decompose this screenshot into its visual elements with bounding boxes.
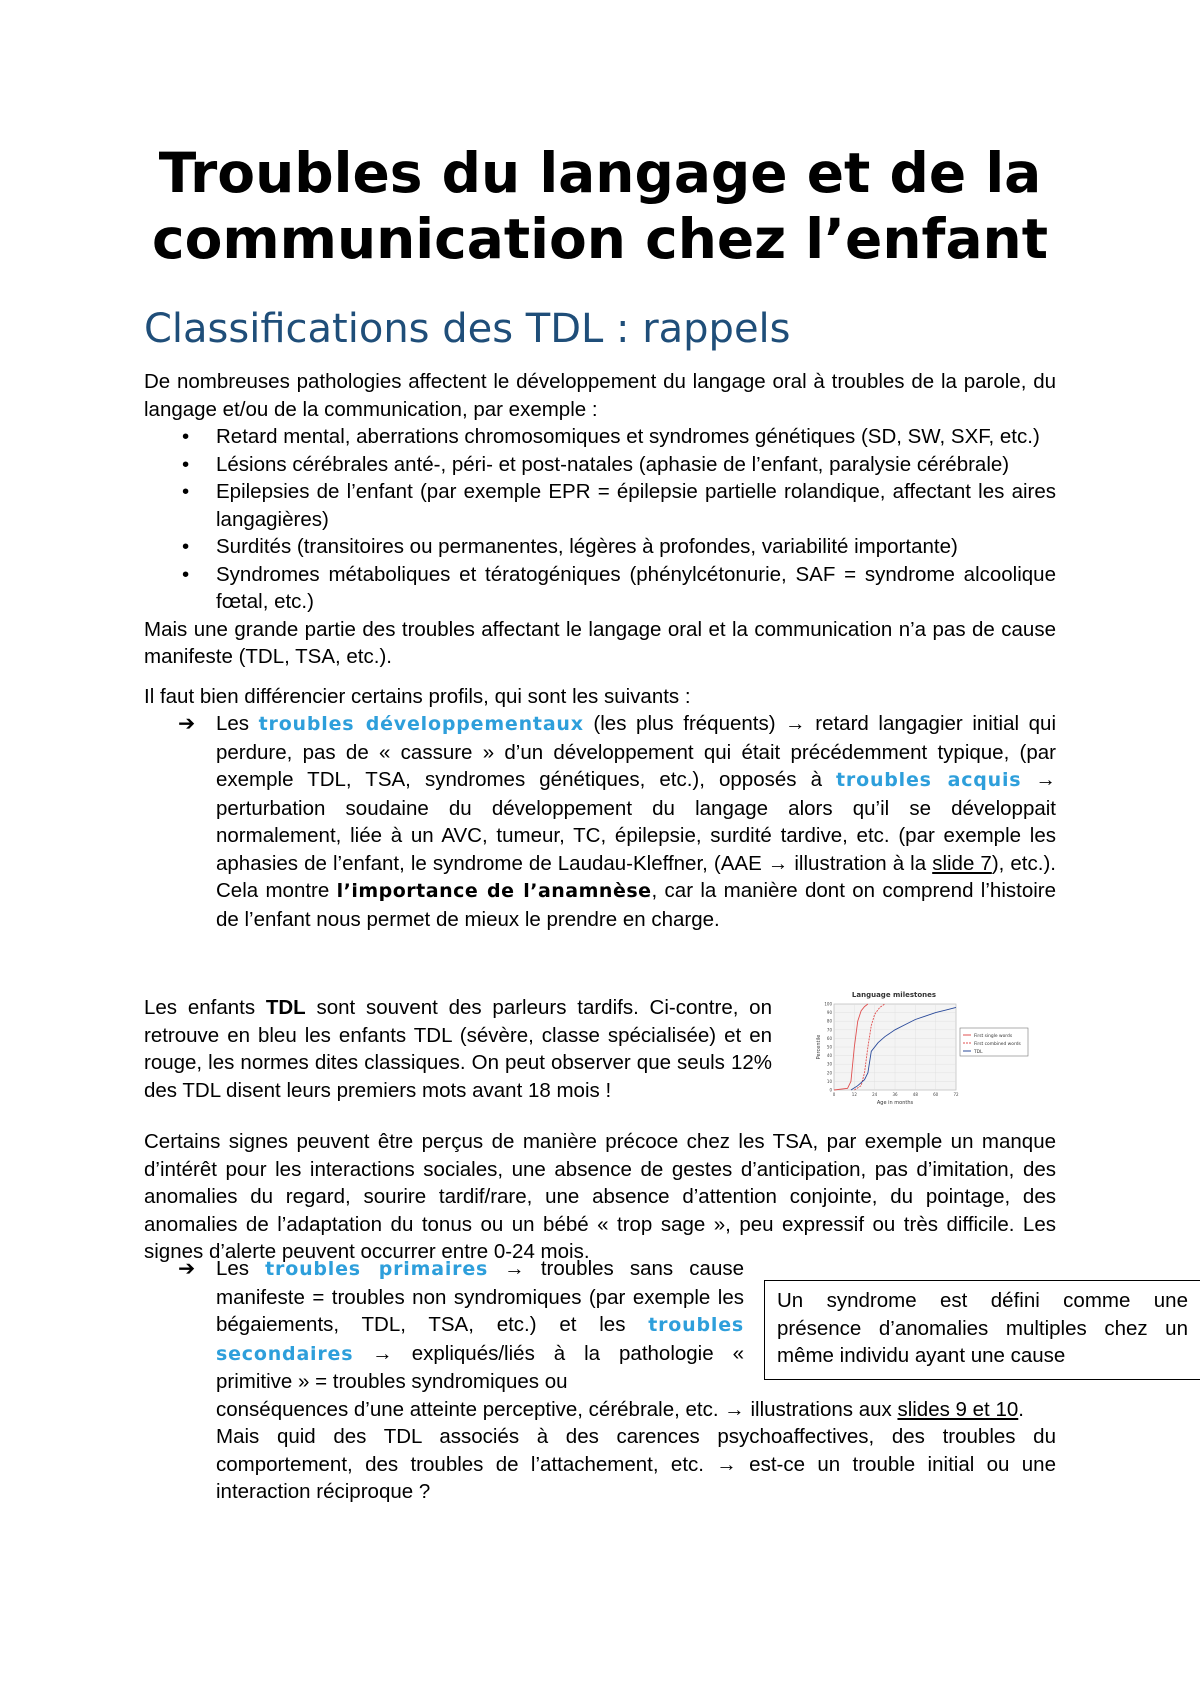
bold-anamnese: l’importance de l’anamnèse	[336, 880, 652, 902]
body-part-1	[144, 368, 1056, 933]
profiles-intro: Il faut bien différencier certains profils, qui sont les suivants :	[144, 684, 691, 708]
highlight-primary: troubles primaires	[265, 1258, 489, 1280]
text-run: , car la manière dont on comprend l’histoire de l’enfant nous permet de mieux le prendre en charge.	[216, 879, 1056, 931]
bullet-text: Syndromes métaboliques et tératogéniques (phénylcétonurie, SAF = syndrome alcoolique fœtal, etc.)	[216, 562, 1056, 613]
chart-y-axis-label: Percentile	[816, 1034, 822, 1060]
chart-legend	[960, 1028, 1028, 1056]
chart-y-tick-label: 100	[824, 1001, 832, 1007]
bullet-marker: •	[182, 535, 190, 558]
intro-paragraph: De nombreuses pathologies affectent le développement du langage oral à troubles de la parole, du langage et/ou de la communication, par exemple :	[144, 370, 1056, 421]
arrow-item-primary-wide	[216, 1396, 1056, 1424]
text-run: (les plus fréquents) → retard langagier initial qui perdure, pas de « cassure » d’un développement qui était précédemment typique, (par exemple TDL, TSA, syndromes génétiques, etc.), opposés à	[216, 712, 1056, 791]
chart-y-tick-label: 20	[826, 1070, 832, 1076]
highlight-developmental: troubles développementaux	[258, 713, 584, 735]
chart-x-tick-label: 60	[933, 1092, 939, 1097]
link-slides-9-10[interactable]: slides 9 et 10	[897, 1397, 1019, 1421]
arrow-item-developmental	[144, 710, 1056, 933]
final-paragraph: Mais quid des TDL associés à des carences psychoaffectives, des troubles du comportement, des troubles de l’attachement, etc. → est-ce un trouble initial ou une interaction réciproque ?	[216, 1425, 1056, 1503]
bullet-text: Retard mental, aberrations chromosomiques et syndromes génétiques (SD, SW, SXF, etc.)	[216, 425, 1040, 448]
text-run: → expliqués/liés à la pathologie « primitive » = troubles syndromiques ou	[216, 1341, 744, 1393]
arrow-right-icon: ➔	[178, 1256, 196, 1280]
chart-y-tick-label: 30	[826, 1061, 832, 1067]
chart-x-tick-label: 24	[872, 1092, 878, 1097]
section-heading: Classifications des TDL : rappels	[144, 306, 791, 352]
chart-x-tick-label: 36	[892, 1092, 898, 1097]
bold-tdl: TDL	[265, 996, 306, 1019]
bullet-item	[144, 478, 1056, 533]
chart-x-tick-label: 48	[912, 1092, 918, 1097]
text-run: .	[1018, 1397, 1024, 1421]
chart-x-tick-label: 0	[832, 1092, 836, 1097]
tdl-paragraph	[144, 994, 772, 1104]
title-line-1: Troubles du langage et de la	[158, 141, 1042, 205]
bullet-item	[144, 423, 1056, 451]
legend-label-first-combined-words: First combined words	[974, 1042, 1021, 1047]
text-run: conséquences d’une atteinte perceptive, cérébrale, etc. → illustrations aux	[216, 1397, 898, 1421]
bullet-text: Surdités (transitoires ou permanentes, légères à profondes, variabilité importante)	[216, 535, 958, 558]
bullet-text: Epilepsies de l’enfant (par exemple EPR = épilepsie partielle rolandique, affectant les aires langagières)	[216, 480, 1056, 531]
arrow-right-icon: ➔	[178, 711, 196, 735]
tsa-paragraph: Certains signes peuvent être perçus de manière précoce chez les TSA, par exemple un manque d’intérêt pour les interactions sociales, une absence de gestes d’anticipation, pas d’imitation, des anomalies du regard, sourire tardif/rare, une absence d’attention conjointe, du pointage, des anomalies de l’adaptation du tonus ou un bébé « trop sage », peu expressif ou très difficile. Les signes d’alerte peuvent occurrer entre 0-24 mois.	[144, 1130, 1056, 1263]
title-line-2: communication chez l’enfant	[151, 207, 1049, 271]
text-run: Les	[216, 712, 259, 735]
bullet-marker: •	[182, 480, 190, 503]
bullet-marker: •	[182, 452, 190, 476]
legend-label-tdl: TDL	[974, 1050, 983, 1055]
text-run: → troubles sans cause manifeste = troubles non syndromiques (par exemple les bégaiements, TDL, TSA, etc.) et les	[216, 1257, 744, 1336]
body-part-2	[144, 1128, 1056, 1266]
text-run: Les	[216, 1257, 266, 1280]
chart-x-tick-label: 12	[851, 1092, 857, 1097]
highlight-acquired: troubles acquis	[836, 769, 1022, 791]
syndrome-definition-box: Un syndrome est défini comme une présence d’anomalies multiples chez un même individu ayant une cause	[764, 1280, 1200, 1380]
chart-y-tick-label: 70	[826, 1027, 832, 1033]
chart-x-ticks	[833, 1092, 959, 1097]
highlight-secondary: troubles secondaires	[216, 1314, 744, 1365]
chart-y-ticks	[824, 1002, 832, 1093]
bullet-text: Lésions cérébrales anté-, péri- et post-natales (aphasie de l’enfant, paralysie cérébrale)	[216, 452, 1010, 476]
text-run: → perturbation soudaine du développement du langage alors qu’il se développait normalement, liée à un AVC, tumeur, TC, épilepsie, surdité tardive, etc. (par exemple les aphasies de l’enfant, le syndrome de Laudau-Kleffner, (AAE → illustration à la	[216, 768, 1056, 875]
chart-y-tick-label: 80	[826, 1018, 832, 1024]
chart-x-axis-label: Age in months	[876, 1100, 914, 1106]
link-slide-7[interactable]: slide 7	[932, 851, 992, 875]
bullet-marker: •	[182, 562, 190, 586]
chart-y-tick-label: 10	[826, 1078, 832, 1084]
bullet-item	[144, 533, 1056, 561]
arrow-item-primary-narrow	[216, 1255, 744, 1396]
chart-y-tick-label: 50	[826, 1044, 832, 1050]
legend-label-first-single-words: First single words	[974, 1034, 1013, 1039]
chart-title: Language milestones	[851, 991, 937, 999]
after-bullets-paragraph: Mais une grande partie des troubles affectant le langage oral et la communication n’a pas de cause manifeste (TDL, TSA, etc.).	[144, 617, 1056, 668]
chart-y-tick-label: 0	[829, 1087, 832, 1093]
chart-y-tick-label: 90	[826, 1010, 832, 1016]
text-run: sont souvent des parleurs tardifs. Ci-contre, on retrouve en bleu les enfants TDL (sévère, classe spécialisée) et en rouge, les normes dites classiques. On peut observer que seuls 12% des TDL disent leurs premiers mots avant 18 mois !	[144, 996, 772, 1102]
bullet-marker: •	[182, 425, 190, 448]
language-milestones-chart	[790, 988, 1058, 1106]
chart-x-tick-label: 72	[953, 1092, 959, 1097]
text-run: ), etc.). Cela montre	[216, 851, 1056, 902]
bullet-item	[144, 561, 1056, 616]
chart-y-tick-label: 40	[826, 1053, 832, 1059]
document-title	[100, 140, 1100, 272]
bullet-item	[144, 451, 1056, 479]
chart-y-tick-label: 60	[826, 1035, 832, 1041]
text-run: Les enfants	[144, 996, 266, 1019]
